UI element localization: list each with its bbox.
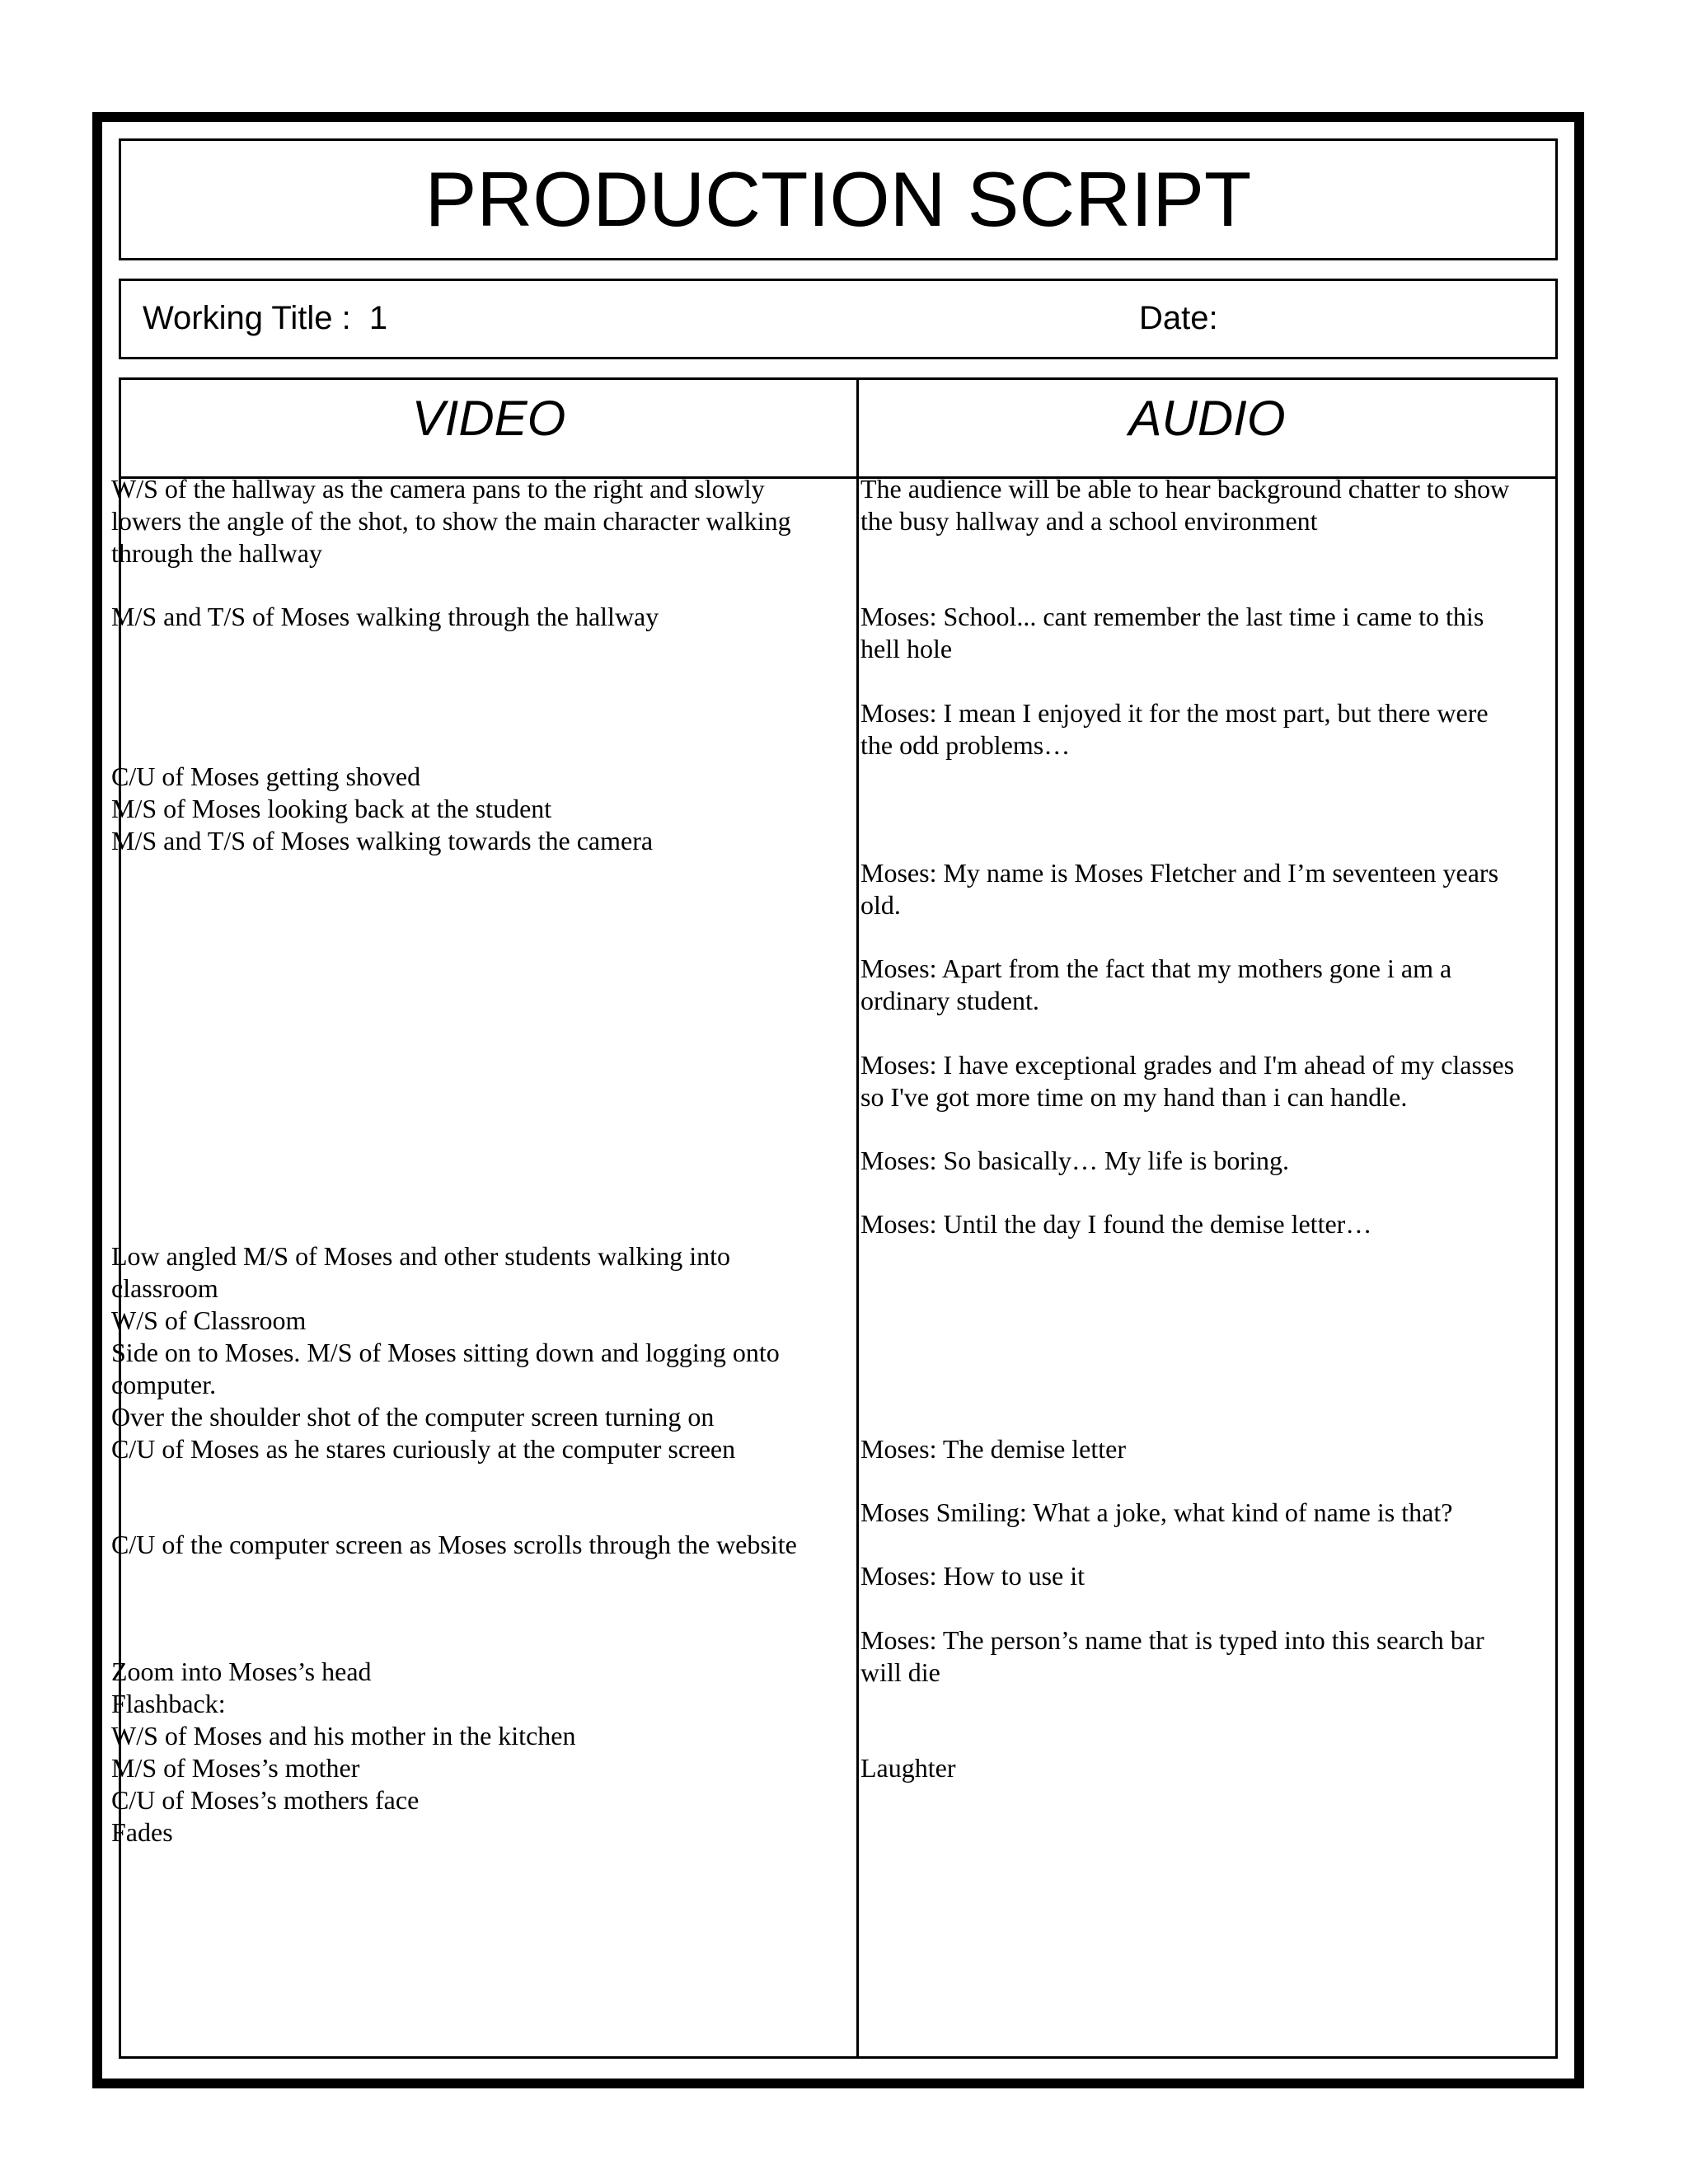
video-line: W/S of Moses and his mother in the kitchen [111, 1721, 576, 1750]
video-line: lowers the angle of the shot, to show the main character walking [111, 506, 791, 536]
video-line: C/U of Moses’s mothers face [111, 1785, 420, 1815]
audio-line: Moses: How to use it [860, 1561, 1085, 1591]
date-label: Date: [1139, 300, 1218, 336]
video-line: M/S of Moses’s mother [111, 1753, 360, 1783]
audio-line: Moses: Until the day I found the demise letter… [860, 1209, 1372, 1239]
audio-line: Moses: The person’s name that is typed into this search bar [860, 1625, 1484, 1655]
video-line: Zoom into Moses’s head [111, 1657, 372, 1686]
video-line: Low angled M/S of Moses and other students walking into [111, 1241, 731, 1271]
audio-line: Moses Smiling: What a joke, what kind of name is that? [860, 1497, 1453, 1527]
video-line: C/U of Moses getting shoved [111, 762, 421, 791]
video-line: M/S and T/S of Moses walking through the hallway [111, 602, 659, 631]
working-title-label: Working Title : 1 [143, 300, 388, 336]
video-line: M/S and T/S of Moses walking towards the camera [111, 826, 654, 855]
video-line: computer. [111, 1370, 217, 1399]
page-title: PRODUCTION SCRIPT [424, 156, 1252, 242]
video-line: C/U of the computer screen as Moses scrolls through the website [111, 1530, 797, 1559]
audio-line: Moses: I have exceptional grades and I'm ahead of my classes [860, 1050, 1515, 1080]
video-line: Fades [111, 1817, 173, 1847]
audio-column-header: AUDIO [1128, 391, 1286, 446]
audio-line: will die [860, 1657, 940, 1687]
working-title-box [119, 279, 1558, 359]
video-line: through the hallway [111, 538, 322, 568]
audio-line: Moses: Apart from the fact that my mothers gone i am a [860, 954, 1452, 983]
audio-line: Moses: The demise letter [860, 1434, 1126, 1464]
video-line: W/S of the hallway as the camera pans to the right and slowly [111, 474, 765, 504]
audio-line: ordinary student. [860, 986, 1039, 1015]
audio-line: Moses: So basically… My life is boring. [860, 1146, 1289, 1175]
video-line: M/S of Moses looking back at the student [111, 794, 552, 823]
audio-line: Moses: My name is Moses Fletcher and I’m seventeen years [860, 858, 1499, 888]
audio-line: Laughter [860, 1753, 956, 1783]
video-column-header: VIDEO [411, 391, 566, 446]
video-line: Flashback: [111, 1689, 226, 1718]
audio-line: so I've got more time on my hand than i can handle. [860, 1082, 1408, 1112]
audio-line: hell hole [860, 634, 953, 663]
video-line: Over the shoulder shot of the computer screen turning on [111, 1402, 715, 1432]
title-box [119, 138, 1558, 260]
audio-line: the busy hallway and a school environment [860, 506, 1318, 536]
column-divider [856, 377, 859, 2059]
video-line: C/U of Moses as he stares curiously at the computer screen [111, 1434, 736, 1464]
audio-line: Moses: School... cant remember the last time i came to this [860, 602, 1484, 631]
video-line: W/S of Classroom [111, 1305, 307, 1335]
audio-line: Moses: I mean I enjoyed it for the most part, but there were [860, 698, 1489, 728]
audio-line: The audience will be able to hear background chatter to show [860, 474, 1510, 504]
video-line: Side on to Moses. M/S of Moses sitting down and logging onto [111, 1338, 780, 1367]
audio-line: the odd problems… [860, 730, 1071, 760]
video-line: classroom [111, 1273, 218, 1303]
audio-line: old. [860, 890, 901, 920]
